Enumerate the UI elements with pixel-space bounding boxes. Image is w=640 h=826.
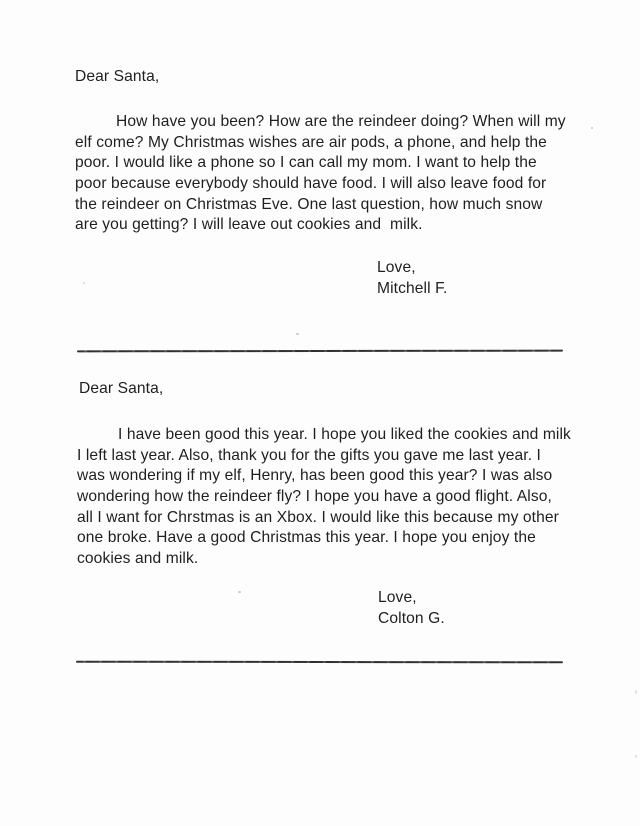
letter2-body-line: all I want for Chrstmas is an Xbox. I would like this because my other xyxy=(77,508,559,526)
letter2-signature: Colton G. xyxy=(378,610,445,627)
letter2-closing: Love, xyxy=(378,589,417,606)
letter1-salutation: Dear Santa, xyxy=(75,68,160,85)
letter2-salutation: Dear Santa, xyxy=(79,380,164,397)
letter1-body-line: are you getting? I will leave out cookies and milk. xyxy=(75,216,423,234)
scan-speck xyxy=(591,127,593,129)
scan-speck xyxy=(238,591,241,593)
letter1-body-line: How have you been? How are the reindeer doing? When will my xyxy=(116,113,566,130)
divider-line xyxy=(76,661,563,664)
letter1-signoff xyxy=(377,257,447,299)
letter2-signoff xyxy=(378,587,445,629)
letter1-closing: Love, xyxy=(377,259,416,276)
letter2-body xyxy=(77,425,577,570)
letter2-body-line: was wondering if my elf, Henry, has been good this year? I was also xyxy=(77,467,553,485)
scan-speck xyxy=(83,282,85,284)
letter1-body xyxy=(75,112,575,236)
letter2-body-line: wondering how the reindeer fly? I hope you have a good flight. Also, xyxy=(77,488,552,506)
letter1-body-line: poor because everybody should have food. I will also leave food for xyxy=(75,175,547,193)
letter2-body-line: one broke. Have a good Christmas this year. I hope you enjoy the xyxy=(77,529,536,547)
letter2-body-line: I left last year. Also, thank you for the gifts you gave me last year. I xyxy=(77,446,541,464)
scan-speck xyxy=(635,690,637,694)
letter1-signature: Mitchell F. xyxy=(377,280,448,297)
letter1-body-line: elf come? My Christmas wishes are air pods, a phone, and help the xyxy=(75,133,547,151)
letter1-body-line: the reindeer on Christmas Eve. One last question, how much snow xyxy=(75,195,543,213)
letter2-body-line: I have been good this year. I hope you liked the cookies and milk xyxy=(118,426,571,443)
letter2-body-line: cookies and milk. xyxy=(77,550,199,568)
scan-speck xyxy=(635,755,637,758)
scan-speck xyxy=(296,333,299,335)
divider-line xyxy=(77,350,563,353)
letter1-body-line: poor. I would like a phone so I can call my mom. I want to help the xyxy=(75,154,537,172)
